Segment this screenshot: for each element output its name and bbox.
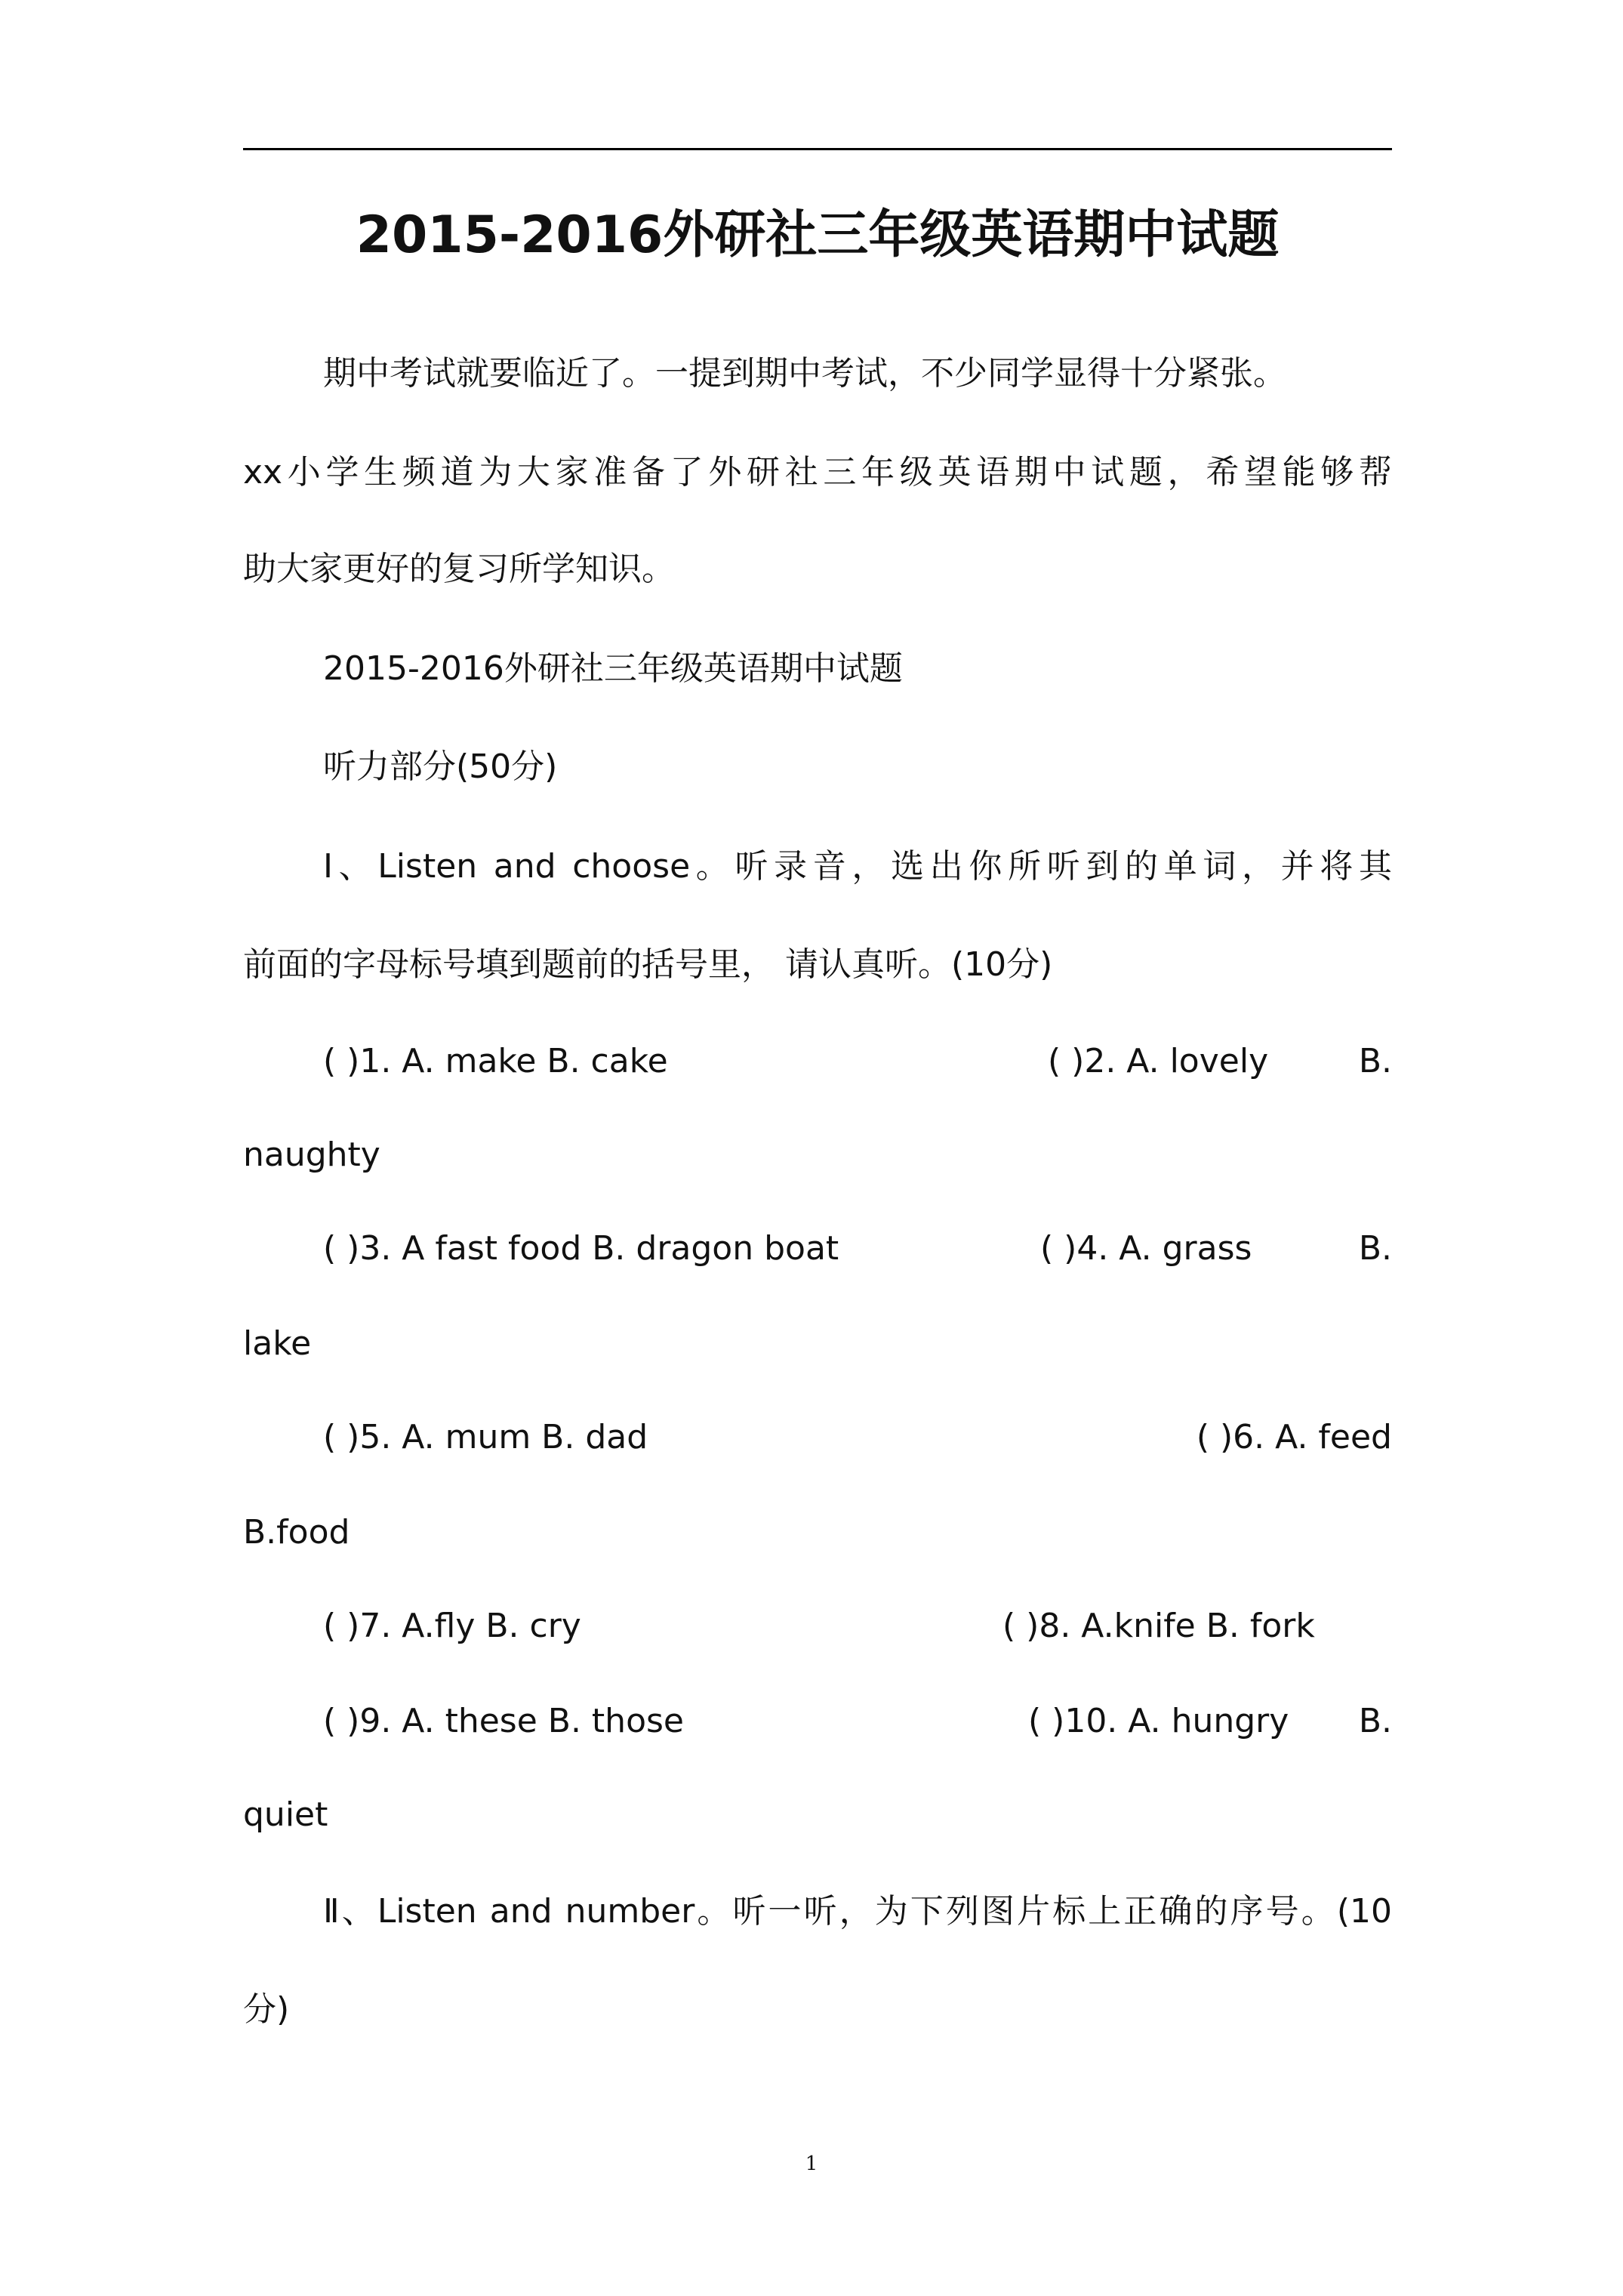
question-1: ( )1. A. make B. cake — [323, 1042, 668, 1080]
header-rule — [243, 148, 1392, 150]
question-6: ( )6. A. feed — [1196, 1418, 1392, 1456]
intro-line-2: xx小学生频道为大家准备了外研社三年级英语期中试题，希望能够帮 — [243, 453, 1392, 492]
section-1-instruction-line-2: 前面的字母标号填到题前的括号里， 请认真听。(10分) — [243, 945, 1053, 984]
question-4-continuation: lake — [243, 1324, 312, 1363]
question-10-continuation: quiet — [243, 1795, 328, 1834]
question-8: ( )8. A.knife B. fork — [1002, 1607, 1315, 1645]
question-5: ( )5. A. mum B. dad — [323, 1418, 648, 1456]
question-2-continuation: naughty — [243, 1136, 380, 1174]
document-title: 2015-2016外研社三年级英语期中试题 — [356, 205, 1280, 265]
question-3: ( )3. A fast food B. dragon boat — [323, 1229, 839, 1268]
listening-heading: 听力部分(50分) — [323, 747, 558, 786]
section-2-instruction-line-1: Ⅱ、Listen and number。听一听，为下列图片标上正确的序号。(10 — [323, 1892, 1392, 1931]
question-10-option-b: B. — [1358, 1702, 1392, 1740]
question-10: ( )10. A. hungry — [1028, 1702, 1289, 1740]
question-2: ( )2. A. lovely — [1048, 1042, 1269, 1080]
intro-line-3: 助大家更好的复习所学知识。 — [243, 550, 675, 588]
question-4-option-b: B. — [1358, 1229, 1392, 1268]
intro-line-1: 期中考试就要临近了。一提到期中考试，不少同学显得十分紧张。 — [323, 354, 1286, 393]
section-1-instruction-line-1: Ⅰ、Listen and choose。听录音，选出你所听到的单词，并将其 — [323, 847, 1392, 886]
question-4: ( )4. A. grass — [1040, 1229, 1252, 1268]
section-2-instruction-line-2: 分) — [243, 1990, 290, 2029]
subtitle: 2015-2016外研社三年级英语期中试题 — [323, 649, 903, 688]
question-2-option-b: B. — [1358, 1042, 1392, 1080]
page-number: 1 — [805, 2153, 818, 2175]
question-6-continuation: B.food — [243, 1513, 350, 1552]
question-7: ( )7. A.fly B. cry — [323, 1607, 581, 1645]
question-9: ( )9. A. these B. those — [323, 1702, 684, 1740]
